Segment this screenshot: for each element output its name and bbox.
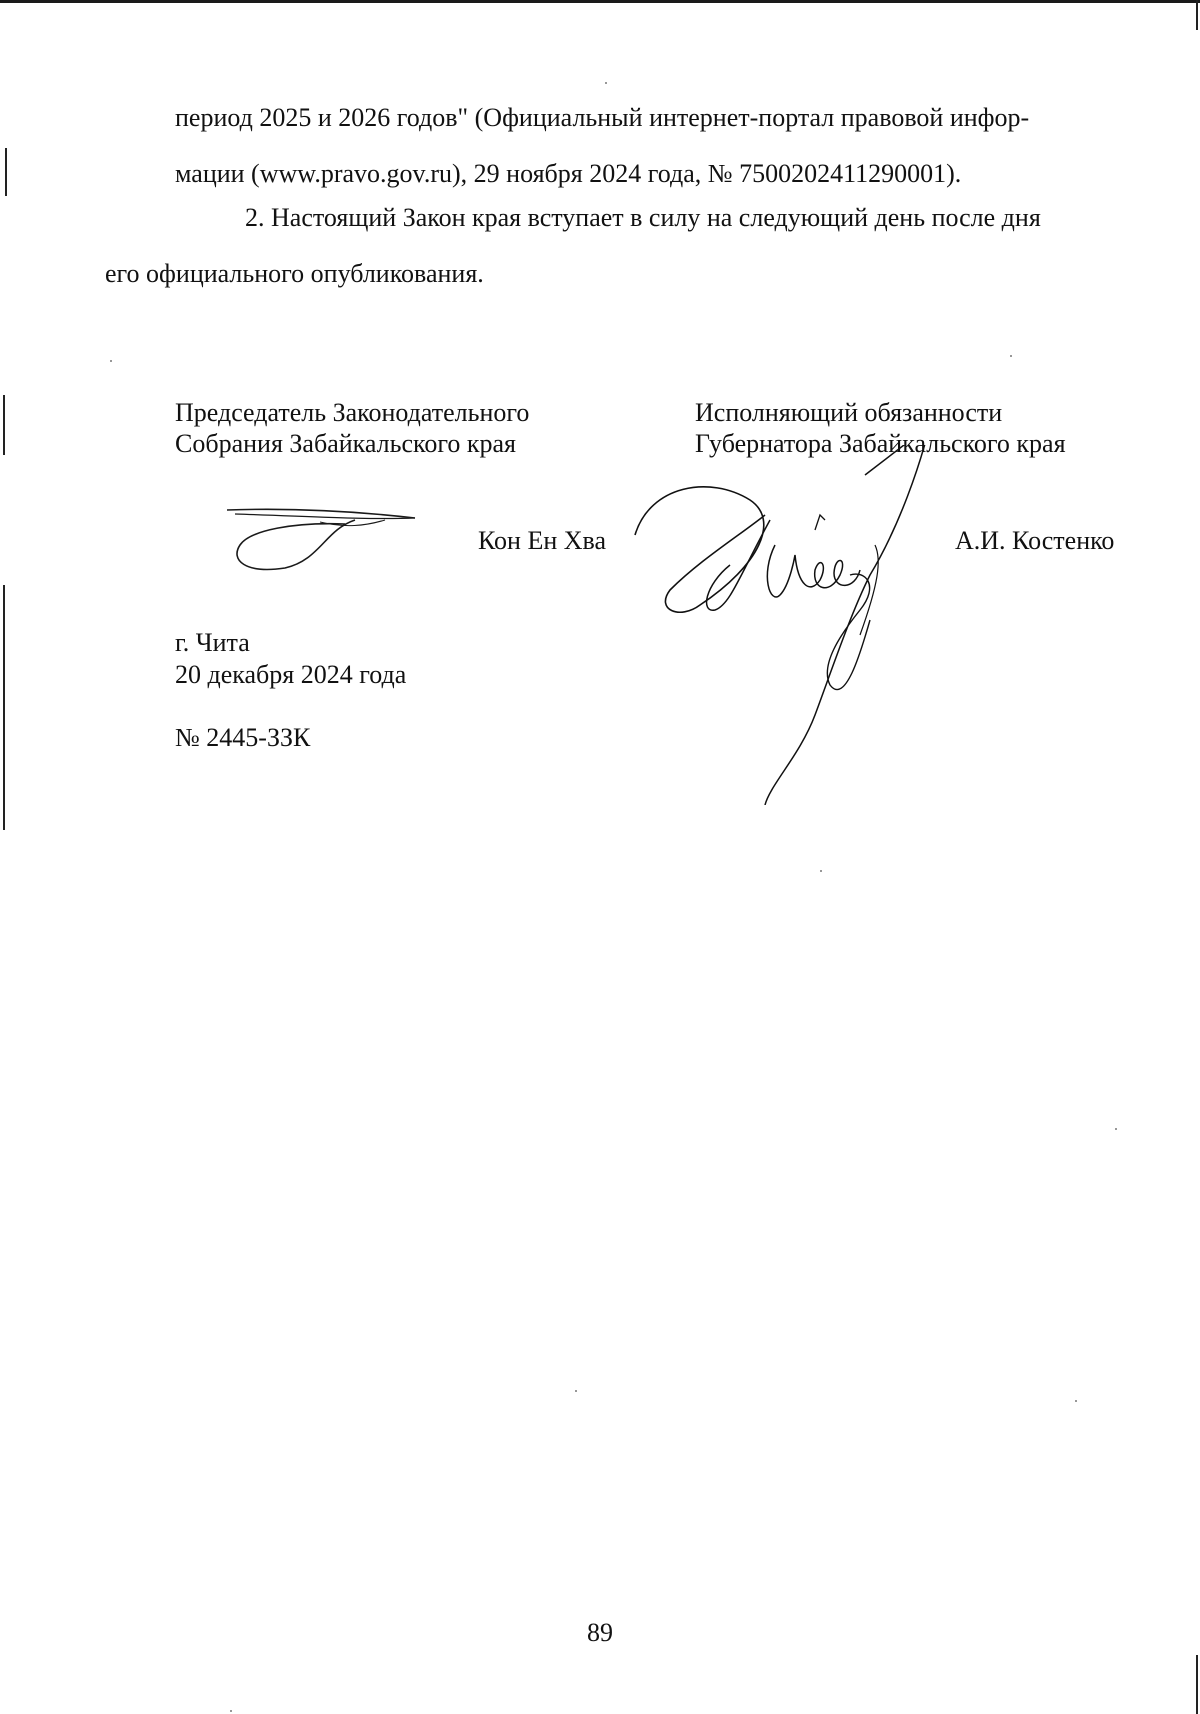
signatory-title-line: Исполняющий обязанности bbox=[695, 398, 1003, 427]
scan-speck bbox=[820, 870, 822, 872]
paragraph-line: период 2025 и 2026 годов" (Официальный интернет-портал правовой инфор- bbox=[175, 103, 1030, 132]
handwritten-signature-right bbox=[620, 445, 960, 805]
scan-edge-mark bbox=[1196, 0, 1198, 30]
scan-edge-mark bbox=[3, 585, 5, 830]
scan-speck bbox=[1075, 1400, 1077, 1402]
paragraph-line: его официального опубликования. bbox=[105, 259, 484, 288]
signatory-left-name: Кон Ен Хва bbox=[478, 526, 607, 555]
page-number: 89 bbox=[587, 1618, 613, 1647]
scan-speck bbox=[110, 360, 112, 362]
scan-speck bbox=[1115, 1128, 1117, 1130]
signatory-right-title bbox=[695, 397, 1066, 459]
scan-edge-mark bbox=[5, 148, 7, 196]
paragraph-entry-into-force bbox=[105, 190, 1120, 302]
scan-speck bbox=[605, 82, 607, 84]
scan-speck bbox=[1010, 355, 1012, 357]
signatory-title-line: Председатель Законодательного bbox=[175, 398, 530, 427]
signatory-right-name: А.И. Костенко bbox=[955, 526, 1115, 555]
paragraph-line: 2. Настоящий Закон края вступает в силу на следующий день после дня bbox=[245, 203, 1041, 232]
scan-edge-mark bbox=[3, 395, 5, 455]
place-of-signing: г. Чита bbox=[175, 628, 250, 657]
signing-date: 20 декабря 2024 года bbox=[175, 660, 407, 689]
signatory-title-line: Губернатора Забайкальского края bbox=[695, 429, 1066, 458]
signatory-title-line: Собрания Забайкальского края bbox=[175, 429, 516, 458]
paragraph-continuation bbox=[175, 90, 1120, 202]
paragraph-line: мации (www.pravo.gov.ru), 29 ноября 2024 года, № 7500202411290001). bbox=[175, 159, 962, 188]
scan-speck bbox=[230, 1710, 232, 1712]
law-number: № 2445-ЗЗК bbox=[175, 723, 311, 752]
scan-edge-mark bbox=[1196, 1655, 1198, 1714]
handwritten-signature-left bbox=[225, 500, 425, 580]
signatory-left-title bbox=[175, 397, 529, 459]
scan-top-edge bbox=[0, 0, 1200, 3]
scan-speck bbox=[575, 1390, 577, 1392]
